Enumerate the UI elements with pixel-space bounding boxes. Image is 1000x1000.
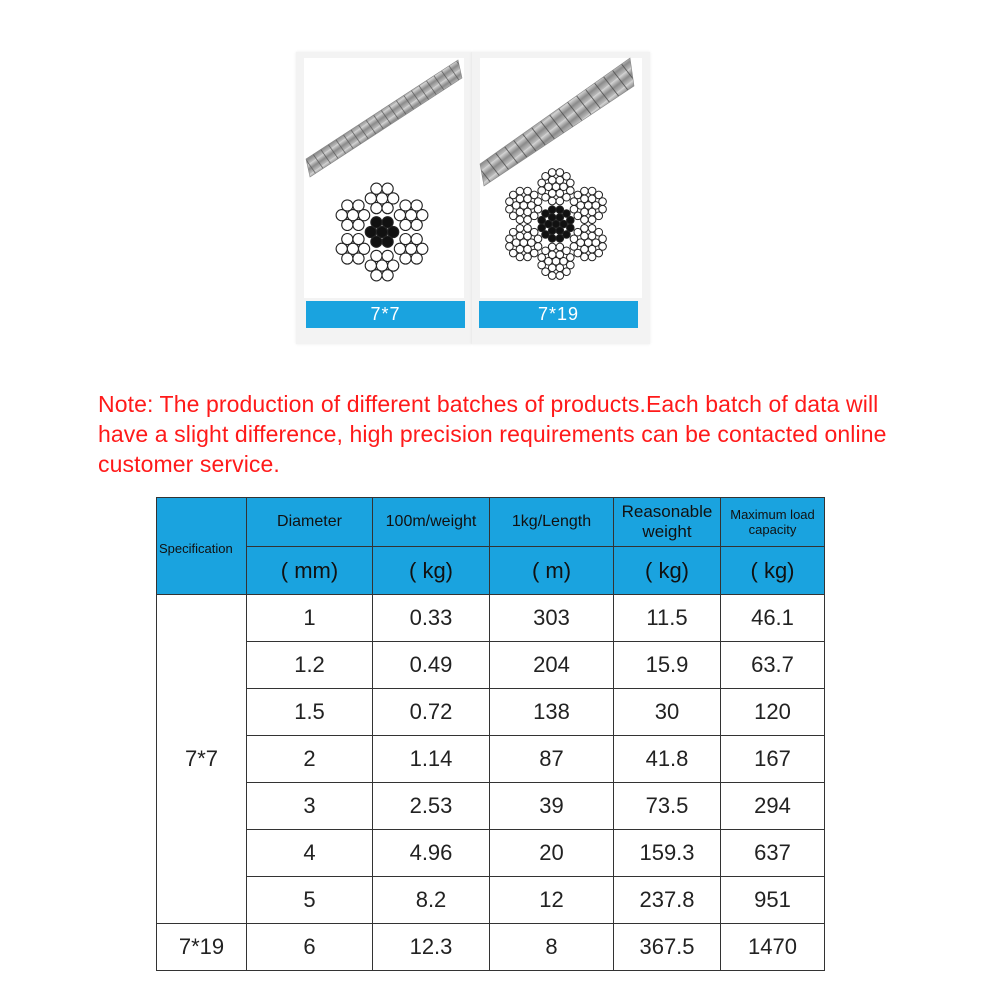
specification-table bbox=[156, 497, 825, 971]
cell-reasonable-weight: 15.9 bbox=[614, 642, 721, 689]
wire-strand bbox=[506, 205, 514, 213]
table-row bbox=[157, 642, 825, 689]
cell-100m-weight: 8.2 bbox=[373, 877, 490, 924]
cell-reasonable-weight: 367.5 bbox=[614, 924, 721, 971]
wire-strand bbox=[534, 235, 542, 243]
cell-100m-weight: 0.72 bbox=[373, 689, 490, 736]
spec-cell: 7*7 bbox=[157, 595, 247, 924]
cell-reasonable-weight: 41.8 bbox=[614, 736, 721, 783]
cell-100m-weight: 0.49 bbox=[373, 642, 490, 689]
wire-strand bbox=[599, 198, 607, 206]
wire-strand bbox=[382, 203, 393, 214]
cell-1kg-length: 87 bbox=[490, 736, 614, 783]
cell-1kg-length: 204 bbox=[490, 642, 614, 689]
wire-strand bbox=[353, 253, 364, 264]
unit-100m-weight: ( kg) bbox=[373, 547, 490, 595]
product-card-7x19 bbox=[472, 52, 650, 344]
wire-strand bbox=[411, 253, 422, 264]
cell-1kg-length: 39 bbox=[490, 783, 614, 830]
cell-diameter: 2 bbox=[247, 736, 373, 783]
wire-strand bbox=[567, 216, 575, 224]
wire-strand bbox=[538, 261, 546, 269]
cell-100m-weight: 4.96 bbox=[373, 830, 490, 877]
cell-reasonable-weight: 159.3 bbox=[614, 830, 721, 877]
cell-100m-weight: 2.53 bbox=[373, 783, 490, 830]
wire-strand bbox=[411, 200, 422, 211]
cable-cross-section-7x19 bbox=[506, 169, 607, 280]
cell-maximum-load: 63.7 bbox=[721, 642, 825, 689]
header-diameter: Diameter bbox=[247, 498, 373, 547]
cell-diameter: 6 bbox=[247, 924, 373, 971]
wire-strand bbox=[548, 206, 556, 214]
header-100m-weight: 100m/weight bbox=[373, 498, 490, 547]
table-row bbox=[157, 830, 825, 877]
header-maximum-load: Maximum load capacity bbox=[721, 498, 825, 547]
wire-strand bbox=[581, 187, 589, 195]
wire-strand bbox=[382, 236, 393, 247]
wire-strand bbox=[382, 217, 393, 228]
wire-strand bbox=[411, 219, 422, 230]
unit-maximum-load: ( kg) bbox=[721, 547, 825, 595]
wire-strand bbox=[548, 169, 556, 177]
wire-strand bbox=[371, 183, 382, 194]
wire-strand bbox=[353, 234, 364, 245]
header-1kg-length: 1kg/Length bbox=[490, 498, 614, 547]
cell-1kg-length: 8 bbox=[490, 924, 614, 971]
wire-strand bbox=[524, 216, 532, 224]
cell-maximum-load: 120 bbox=[721, 689, 825, 736]
cell-100m-weight: 12.3 bbox=[373, 924, 490, 971]
header-specification: Specification bbox=[157, 498, 247, 595]
wire-strand bbox=[570, 205, 578, 213]
wire-strand bbox=[567, 254, 575, 262]
cable-body bbox=[480, 58, 634, 186]
cell-maximum-load: 46.1 bbox=[721, 595, 825, 642]
wire-strand bbox=[342, 234, 353, 245]
wire-strand bbox=[556, 197, 564, 205]
cell-diameter: 5 bbox=[247, 877, 373, 924]
cell-reasonable-weight: 11.5 bbox=[614, 595, 721, 642]
wire-strand bbox=[599, 235, 607, 243]
cell-1kg-length: 12 bbox=[490, 877, 614, 924]
wire-strand bbox=[353, 200, 364, 211]
wire-strand bbox=[400, 234, 411, 245]
wire-strand bbox=[581, 225, 589, 233]
spec-cell: 7*19 bbox=[157, 924, 247, 971]
cell-diameter: 1 bbox=[247, 595, 373, 642]
wire-strand bbox=[588, 253, 596, 261]
cell-1kg-length: 303 bbox=[490, 595, 614, 642]
cell-reasonable-weight: 237.8 bbox=[614, 877, 721, 924]
cable-cross-section-7x7 bbox=[336, 183, 428, 281]
wire-strand bbox=[353, 219, 364, 230]
wire-strand bbox=[506, 243, 514, 251]
cell-1kg-length: 20 bbox=[490, 830, 614, 877]
wire-strand bbox=[371, 217, 382, 228]
cell-100m-weight: 1.14 bbox=[373, 736, 490, 783]
unit-diameter: ( mm) bbox=[247, 547, 373, 595]
wire-strand bbox=[516, 225, 524, 233]
cell-100m-weight: 0.33 bbox=[373, 595, 490, 642]
table-row bbox=[157, 877, 825, 924]
cell-maximum-load: 637 bbox=[721, 830, 825, 877]
wire-strand bbox=[534, 198, 542, 206]
wire-strand bbox=[342, 200, 353, 211]
cell-reasonable-weight: 30 bbox=[614, 689, 721, 736]
wire-strand bbox=[538, 187, 546, 195]
header-reasonable-weight: Reasonable weight bbox=[614, 498, 721, 547]
cell-maximum-load: 951 bbox=[721, 877, 825, 924]
table-row bbox=[157, 924, 825, 971]
cell-diameter: 4 bbox=[247, 830, 373, 877]
wire-strand bbox=[524, 253, 532, 261]
wire-strand bbox=[382, 183, 393, 194]
cell-maximum-load: 294 bbox=[721, 783, 825, 830]
wire-strand bbox=[538, 224, 546, 232]
table-row bbox=[157, 689, 825, 736]
batch-note: Note: The production of different batches of products.Each batch of data will have a slight difference, high precision requirements can be contacted online customer service. bbox=[98, 391, 887, 477]
unit-reasonable-weight: ( kg) bbox=[614, 547, 721, 595]
table-row bbox=[157, 783, 825, 830]
wire-strand bbox=[556, 272, 564, 280]
wire-strand bbox=[588, 216, 596, 224]
cell-reasonable-weight: 73.5 bbox=[614, 783, 721, 830]
cell-maximum-load: 1470 bbox=[721, 924, 825, 971]
wire-strand bbox=[400, 200, 411, 211]
wire-strand bbox=[371, 250, 382, 261]
cell-diameter: 3 bbox=[247, 783, 373, 830]
table-row bbox=[157, 595, 825, 642]
wire-strand bbox=[411, 234, 422, 245]
product-card-7x7 bbox=[296, 52, 472, 344]
cell-diameter: 1.5 bbox=[247, 689, 373, 736]
cable-7x19-illustration bbox=[472, 52, 650, 302]
card-label: 7*7 bbox=[306, 301, 465, 328]
wire-strand bbox=[516, 187, 524, 195]
cable-body bbox=[306, 60, 462, 177]
table-row bbox=[157, 736, 825, 783]
wire-strand bbox=[567, 179, 575, 187]
wire-strand bbox=[556, 235, 564, 243]
unit-1kg-length: ( m) bbox=[490, 547, 614, 595]
cell-maximum-load: 167 bbox=[721, 736, 825, 783]
wire-strand bbox=[548, 243, 556, 251]
card-label: 7*19 bbox=[479, 301, 638, 328]
cell-diameter: 1.2 bbox=[247, 642, 373, 689]
cable-7x7-illustration bbox=[296, 52, 472, 302]
wire-strand bbox=[382, 270, 393, 281]
cell-1kg-length: 138 bbox=[490, 689, 614, 736]
wire-strand bbox=[382, 250, 393, 261]
wire-strand bbox=[570, 243, 578, 251]
